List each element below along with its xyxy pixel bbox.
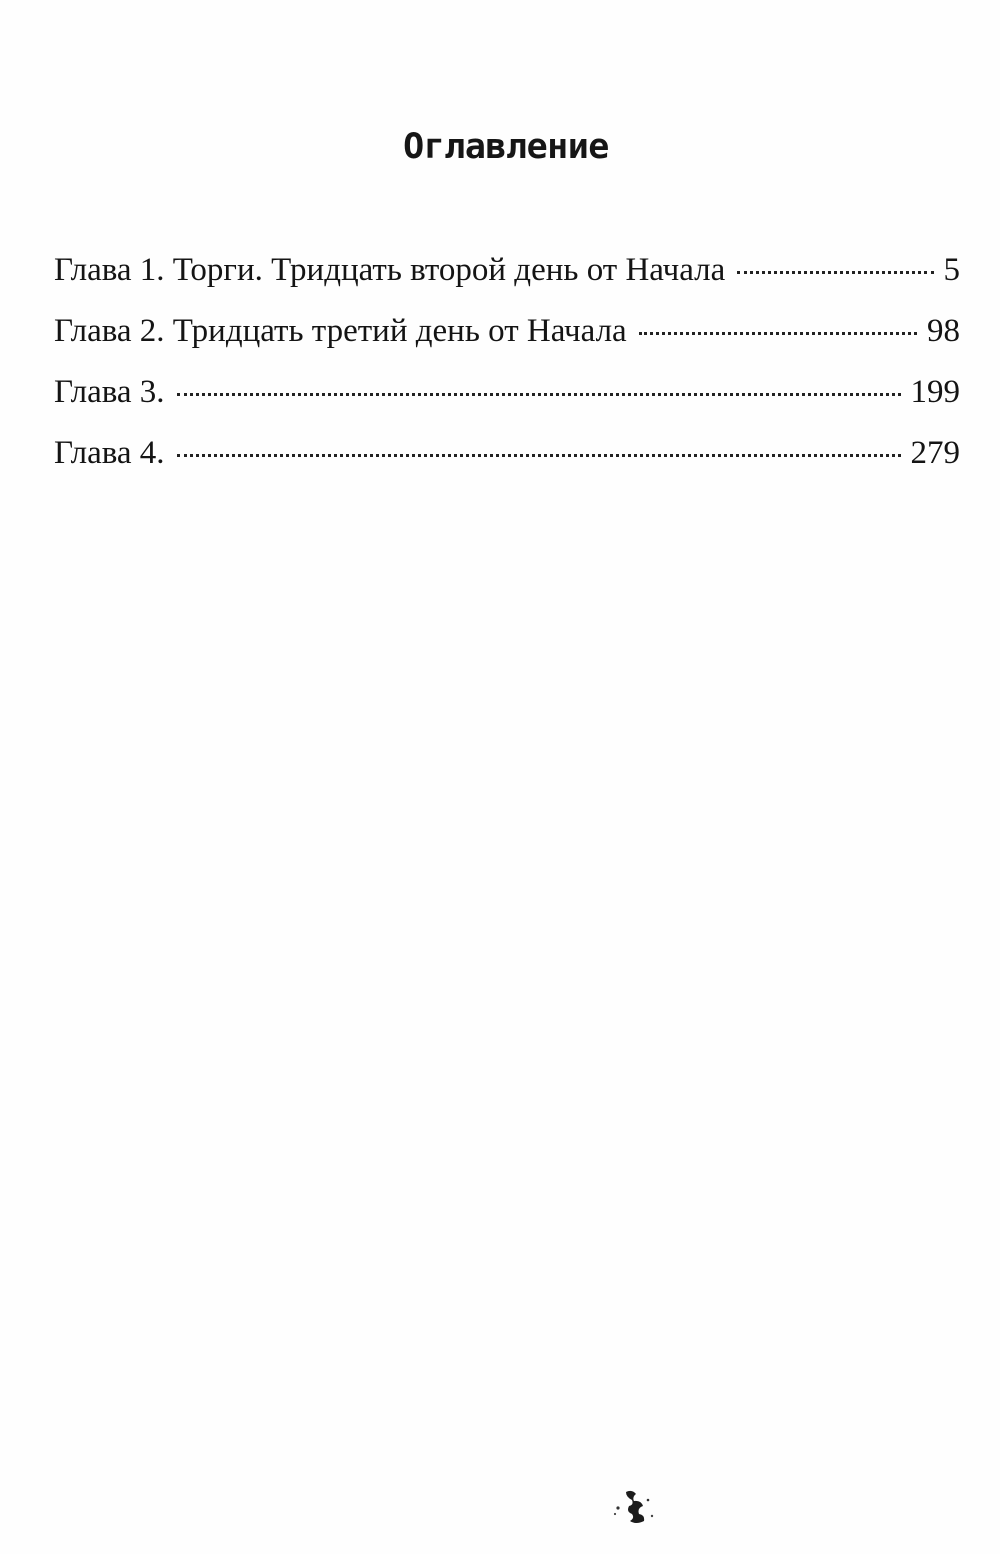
toc-entry-chapter-2 xyxy=(54,309,960,370)
toc-entry-chapter-1 xyxy=(54,248,960,309)
toc-entry-title: Глава 3. xyxy=(54,374,165,410)
toc-entry-page-number: 279 xyxy=(910,435,960,471)
toc-entry-title: Глава 2. Тридцать третий день от Начала xyxy=(54,313,627,349)
dot-leader xyxy=(639,332,917,335)
toc-entry-page-number: 5 xyxy=(943,252,960,288)
toc-entry-page-number: 98 xyxy=(927,313,960,349)
toc-entry-chapter-4 xyxy=(54,431,960,492)
toc-entry-page-number: 199 xyxy=(910,374,960,410)
toc-entry-title: Глава 1. Торги. Тридцать второй день от Начала xyxy=(54,252,726,288)
ink-smudge-icon xyxy=(612,1486,662,1532)
dot-leader xyxy=(737,271,933,274)
page-title: Оглавление xyxy=(403,127,609,167)
dot-leader xyxy=(177,454,901,457)
table-of-contents xyxy=(54,248,960,492)
toc-entry-title: Глава 4. xyxy=(54,435,165,471)
dot-leader xyxy=(177,393,901,396)
toc-entry-chapter-3 xyxy=(54,370,960,431)
